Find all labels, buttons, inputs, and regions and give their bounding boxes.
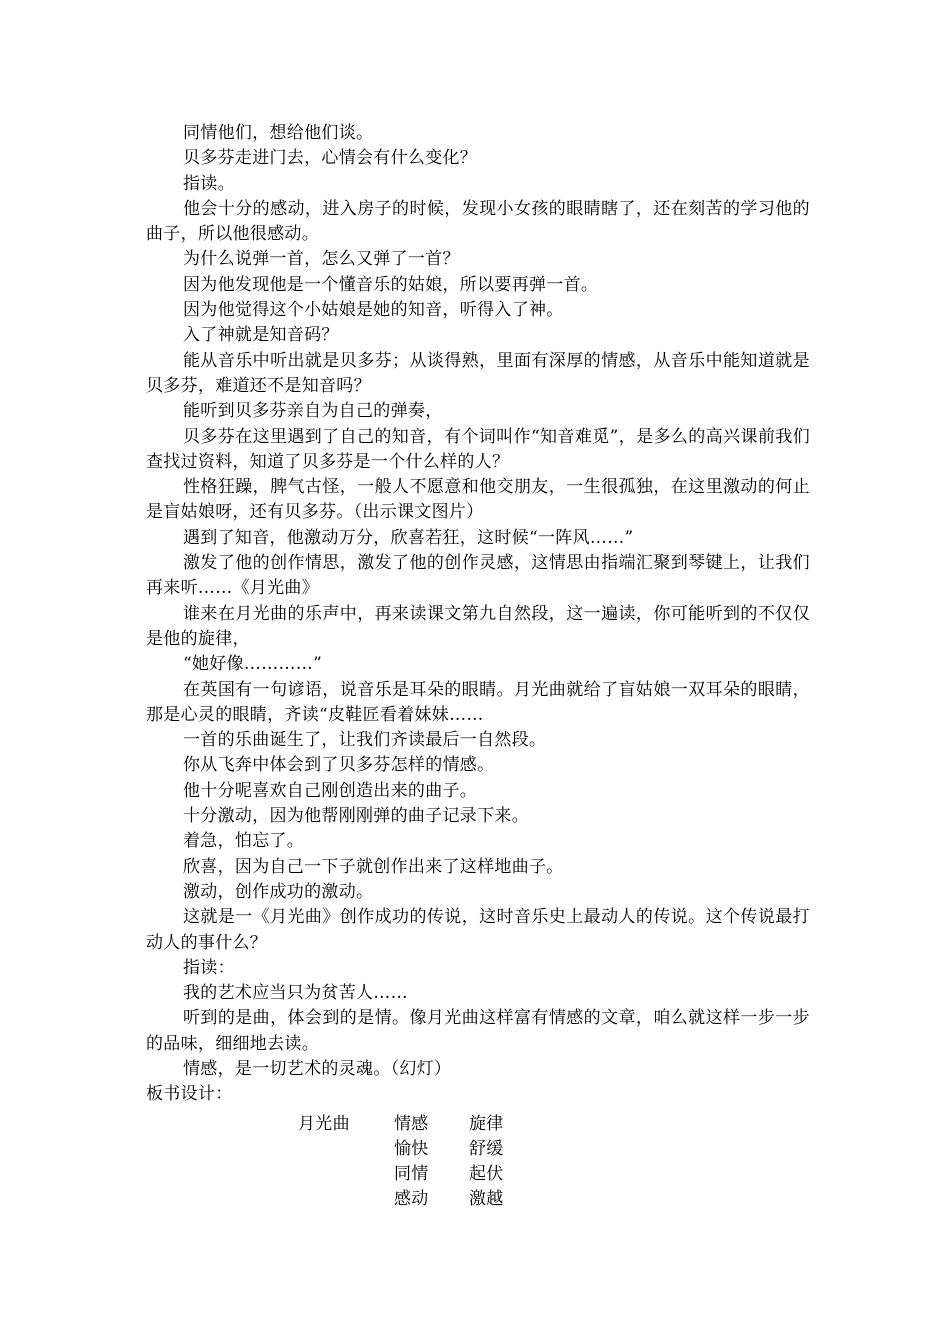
paragraph: 他十分呢喜欢自己刚创造出来的曲子。	[183, 780, 478, 801]
paragraph: 这就是一《月光曲》创作成功的传说，这时音乐史上最动人的传说。这个传说最打动人的事什么？	[146, 907, 810, 953]
paragraph: 他会十分的感动，进入房子的时候，发现小女孩的眼睛瞎了，还在刻苦的学习他的曲子，所以他很感动。	[146, 198, 810, 245]
paragraph: 指读。	[183, 173, 235, 194]
paragraph: 入了神就是知音码？	[183, 325, 339, 346]
paragraph: 在英国有一句谚语，说音乐是耳朵的眼睛。月光曲就给了盲姑娘一双耳朵的眼睛，那是心灵的眼睛，齐读“皮鞋匠看着妹妹……	[146, 679, 810, 725]
paragraph: 性格狂躁，脾气古怪，一般人不愿意和他交朋友，一生很孤独，在这里激动的何止是盲姑娘呀，还有贝多芬。（出示课文图片）	[146, 477, 810, 523]
paragraph: 谁来在月光曲的乐声中，再来读课文第九自然段，这一遍读，你可能听到的不仅仅是他的旋律，	[146, 603, 810, 649]
board-heading: 板书设计：	[146, 1084, 233, 1105]
paragraph: 贝多芬走进门去，心情会有什么变化？	[183, 148, 478, 169]
board-title: 月光曲	[298, 1113, 350, 1134]
board-column-melody	[469, 1112, 504, 1212]
paragraph: 欣喜，因为自己一下子就创作出来了这样地曲子。	[183, 856, 564, 877]
paragraph: 我的艺术应当只为贫苦人……	[183, 983, 408, 1004]
paragraph: 同情他们，想给他们谈。	[183, 123, 374, 143]
paragraph: 听到的是曲，体会到的是情。像月光曲这样富有情感的文章，咱么就这样一步一步的品味，细细地去读。	[146, 1008, 810, 1054]
board-cell: 愉快	[394, 1138, 429, 1159]
paragraph: 能从音乐中听出就是贝多芬；从谈得熟，里面有深厚的情感，从音乐中能知道就是贝多芬，难道还不是知音吗？	[146, 350, 810, 396]
paragraph: 贝多芬在这里遇到了自己的知音，有个词叫作“知音难觅”，是多么的高兴课前我们查找过资料，知道了贝多芬是一个什么样的人？	[146, 426, 810, 472]
paragraph: 激发了他的创作情思，激发了他的创作灵感，这情思由指端汇聚到琴键上，让我们再来听……《月光曲》	[146, 553, 810, 599]
paragraph: 情感，是一切艺术的灵魂。（幻灯）	[183, 1058, 452, 1079]
paragraph: 着急，怕忘了。	[183, 831, 305, 852]
paragraph: 指读：	[183, 957, 235, 978]
paragraph: “她好像…………”	[183, 654, 323, 675]
board-cell: 舒缓	[469, 1138, 504, 1159]
paragraph: 你从飞奔中体会到了贝多芬怎样的情感。	[183, 755, 495, 776]
document-body	[146, 121, 810, 1212]
board-cell: 激越	[469, 1188, 504, 1209]
paragraph: 十分激动，因为他帮刚刚弹的曲子记录下来。	[183, 806, 529, 827]
paragraph: 能听到贝多芬亲自为自己的弹奏，	[183, 401, 443, 422]
board-column-emotion	[394, 1112, 429, 1212]
paragraph: 因为他觉得这个小姑娘是她的知音，听得入了神。	[183, 300, 564, 321]
paragraph: 遇到了知音，他激动万分，欣喜若狂，这时候“一阵风……”	[183, 527, 634, 548]
paragraph: 一首的乐曲诞生了，让我们齐读最后一自然段。	[183, 730, 547, 751]
board-cell: 起伏	[469, 1163, 504, 1184]
board-design	[146, 1112, 810, 1212]
paragraph: 因为他发现他是一个懂音乐的姑娘，所以要再弹一首。	[183, 274, 599, 295]
board-cell: 同情	[394, 1163, 429, 1184]
paragraph: 激动，创作成功的激动。	[183, 881, 374, 902]
board-cell: 感动	[394, 1188, 429, 1209]
paragraph: 为什么说弹一首，怎么又弹了一首？	[183, 249, 460, 270]
board-cell: 旋律	[469, 1113, 504, 1134]
board-cell: 情感	[394, 1113, 429, 1134]
